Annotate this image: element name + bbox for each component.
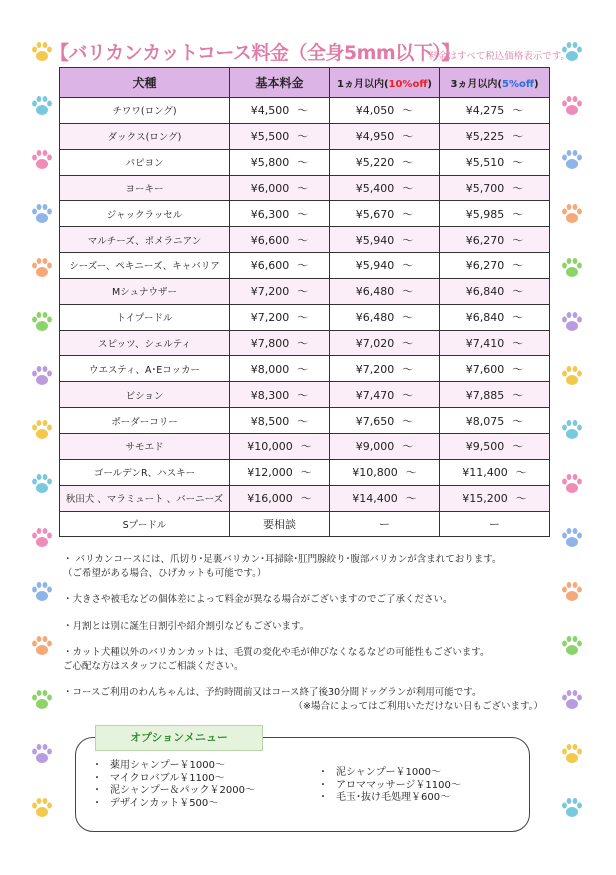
- option-item: ・ 薬用シャンプー￥1000～: [92, 760, 255, 773]
- table-row: [60, 330, 550, 356]
- tilde-mark: ～: [512, 207, 524, 221]
- price-3-months-cell: [440, 227, 550, 253]
- tax-note: 料金はすべて税込価格表示です。: [428, 51, 570, 62]
- paw-icon: [560, 580, 584, 604]
- base-price-cell: [230, 356, 330, 382]
- tilde-mark: ～: [402, 104, 414, 118]
- paw-icon: [560, 94, 584, 118]
- base-price-cell: [230, 304, 330, 330]
- breed-cell: ヨーキー: [60, 175, 230, 201]
- tilde-mark: ～: [512, 130, 524, 144]
- price-value: ¥5,220: [355, 156, 395, 170]
- price-value: ¥6,600: [250, 259, 290, 273]
- paw-icon: [30, 364, 54, 388]
- paw-icon: [560, 418, 584, 442]
- tilde-mark: ～: [402, 130, 414, 144]
- price-1-month-cell: [330, 485, 440, 511]
- paw-icon: [30, 742, 54, 766]
- price-value: ¥7,600: [465, 362, 505, 376]
- price-1-month-cell: [330, 304, 440, 330]
- option-item: ・ 泥シャンプー￥1000～: [318, 767, 461, 780]
- price-1-month-cell: [330, 459, 440, 485]
- paw-icon: [30, 472, 54, 496]
- price-3-months-cell: [440, 304, 550, 330]
- base-price-cell: [230, 408, 330, 434]
- breed-cell: マルチーズ、ポメラニアン: [60, 227, 230, 253]
- tilde-mark: ～: [512, 233, 524, 247]
- tilde-mark: ～: [515, 492, 527, 506]
- price-3-months-cell: [440, 201, 550, 227]
- breed-cell: ビション: [60, 382, 230, 408]
- discount-10-label: 10%off: [388, 79, 428, 90]
- tilde-mark: ～: [297, 181, 309, 195]
- price-3-months-cell: [440, 175, 550, 201]
- price-value: ¥9,500: [465, 440, 505, 454]
- price-value: ¥6,300: [250, 207, 290, 221]
- note-line: ・大きさや被毛などの個体差によって料金が異なる場合がございますのでご了承ください。: [63, 594, 453, 605]
- tilde-mark: ～: [297, 207, 309, 221]
- table-row: [60, 149, 550, 175]
- header-within-3-months: 3ヵ月以内(5%off): [440, 68, 550, 98]
- tilde-mark: ～: [402, 362, 414, 376]
- price-value: ¥6,480: [355, 285, 395, 299]
- price-value: ¥5,940: [355, 233, 395, 247]
- paw-icon: [560, 526, 584, 550]
- paw-icon: [30, 796, 54, 820]
- tilde-mark: ～: [405, 492, 417, 506]
- price-value: ¥5,985: [465, 207, 505, 221]
- breed-cell: パピヨン: [60, 149, 230, 175]
- breed-cell: ウエスティ、A･Eコッカー: [60, 356, 230, 382]
- price-3-months-cell: [440, 382, 550, 408]
- note-line: ・月割とは別に誕生日割引や紹介割引などもございます。: [63, 620, 310, 632]
- table-row: [60, 123, 550, 149]
- paw-icon: [30, 418, 54, 442]
- tilde-mark: ～: [512, 156, 524, 170]
- price-3-months-cell: [440, 356, 550, 382]
- breed-cell: ダックス(ロング): [60, 123, 230, 149]
- tilde-mark: ～: [297, 388, 309, 402]
- tilde-mark: ～: [402, 233, 414, 247]
- price-value: ¥9,000: [355, 440, 395, 454]
- tilde-mark: ～: [402, 181, 414, 195]
- paw-icon: [560, 202, 584, 226]
- tilde-mark: ～: [297, 130, 309, 144]
- paw-icon: [30, 634, 54, 658]
- paw-icon: [30, 94, 54, 118]
- price-3-months-cell: [440, 278, 550, 304]
- price-3-months-cell: [440, 485, 550, 511]
- tilde-mark: ～: [402, 259, 414, 273]
- tilde-mark: ～: [297, 156, 309, 170]
- price-value: ¥6,840: [465, 311, 505, 325]
- base-price-cell: [230, 201, 330, 227]
- tilde-mark: ～: [297, 414, 309, 428]
- option-menu-label: オプションメニュー: [95, 725, 263, 751]
- table-row: [60, 433, 550, 459]
- breed-cell: Mシュナウザー: [60, 278, 230, 304]
- paw-icon: [30, 148, 54, 172]
- price-value: ¥7,200: [355, 362, 395, 376]
- note-line: （※場合によってはご利用いただけない日もございます。）: [293, 700, 543, 712]
- tilde-mark: ～: [512, 311, 524, 325]
- base-price-cell: [230, 123, 330, 149]
- table-row: [60, 485, 550, 511]
- tilde-mark: ～: [297, 285, 309, 299]
- price-value: ¥7,470: [355, 388, 395, 402]
- paw-icon: [30, 688, 54, 712]
- tilde-mark: ～: [402, 207, 414, 221]
- breed-cell: ゴールデンR、ハスキー: [60, 459, 230, 485]
- table-row: [60, 356, 550, 382]
- price-value: ¥6,480: [355, 311, 395, 325]
- table-row: [60, 98, 550, 124]
- tilde-mark: ～: [515, 466, 527, 480]
- price-value: ¥7,800: [250, 337, 290, 351]
- breed-cell: サモエド: [60, 433, 230, 459]
- price-value: ¥7,200: [250, 311, 290, 325]
- price-value: ¥14,400: [352, 492, 398, 506]
- base-price-cell: [230, 227, 330, 253]
- price-1-month-cell: [330, 227, 440, 253]
- paw-icon: [560, 634, 584, 658]
- tilde-mark: ～: [402, 285, 414, 299]
- base-price-cell: [230, 330, 330, 356]
- paw-icon: [560, 742, 584, 766]
- table-row: [60, 278, 550, 304]
- breed-cell: Sプードル: [60, 511, 230, 537]
- price-value: ¥5,225: [465, 130, 505, 144]
- price-1-month-cell: [330, 356, 440, 382]
- tilde-mark: ～: [297, 259, 309, 273]
- price-1-month-cell: [330, 278, 440, 304]
- tilde-mark: ～: [512, 440, 524, 454]
- price-value: ¥5,510: [465, 156, 505, 170]
- paw-icon: [560, 364, 584, 388]
- table-row: [60, 408, 550, 434]
- price-value: ¥5,500: [250, 130, 290, 144]
- tilde-mark: ～: [297, 104, 309, 118]
- option-list-left: [92, 760, 255, 810]
- option-item: ・ デザインカット￥500～: [92, 798, 255, 811]
- price-value: ¥6,270: [465, 233, 505, 247]
- price-value: ¥7,200: [250, 285, 290, 299]
- paw-icon: [30, 310, 54, 334]
- base-price-cell: [230, 278, 330, 304]
- price-1-month-cell: [330, 408, 440, 434]
- table-row: [60, 201, 550, 227]
- tilde-mark: ～: [512, 388, 524, 402]
- discount-5-label: 5%off: [502, 79, 534, 90]
- option-list-right: [318, 767, 461, 805]
- price-3-months-cell: [440, 330, 550, 356]
- tilde-mark: ～: [402, 156, 414, 170]
- price-value: ¥10,000: [247, 440, 293, 454]
- base-price-cell: [230, 149, 330, 175]
- tilde-mark: ～: [512, 285, 524, 299]
- price-3-months-cell: [440, 408, 550, 434]
- price-1-month-cell: ー: [330, 511, 440, 537]
- tilde-mark: ～: [512, 362, 524, 376]
- paw-icon: [560, 472, 584, 496]
- price-value: ¥4,050: [355, 104, 395, 118]
- table-row: [60, 382, 550, 408]
- price-table-body: [60, 98, 550, 537]
- note-line: （ご希望がある場合、ひげカットも可能です。）: [63, 567, 267, 579]
- tilde-mark: ～: [512, 259, 524, 273]
- price-3-months-cell: ー: [440, 511, 550, 537]
- base-price-cell: [230, 382, 330, 408]
- paw-icon: [560, 256, 584, 280]
- price-1-month-cell: [330, 98, 440, 124]
- price-value: ¥16,000: [247, 492, 293, 506]
- price-value: ¥7,410: [465, 337, 505, 351]
- price-value: ¥5,400: [355, 181, 395, 195]
- base-price-cell: [230, 253, 330, 279]
- table-row: [60, 253, 550, 279]
- paw-icon: [560, 688, 584, 712]
- price-value: ¥8,500: [250, 414, 290, 428]
- price-1-month-cell: [330, 330, 440, 356]
- paw-icon: [30, 526, 54, 550]
- price-value: ¥5,700: [465, 181, 505, 195]
- price-value: ¥6,000: [250, 181, 290, 195]
- table-row: [60, 304, 550, 330]
- price-1-month-cell: [330, 253, 440, 279]
- price-value: ¥4,500: [250, 104, 290, 118]
- page-title: 【バリカンカットコース料金（全身5mm以下）】: [50, 42, 460, 64]
- price-value: ¥6,840: [465, 285, 505, 299]
- price-3-months-cell: [440, 433, 550, 459]
- price-1-month-cell: [330, 201, 440, 227]
- tilde-mark: ～: [512, 337, 524, 351]
- price-value: ¥10,800: [352, 466, 398, 480]
- note-line: ・ バリカンコースには、爪切り･足裏バリカン･耳掃除･肛門腺絞り･腹部バリカンが含まれております。: [63, 554, 502, 565]
- price-3-months-cell: [440, 98, 550, 124]
- table-header-row: [60, 68, 550, 98]
- price-value: ¥8,300: [250, 388, 290, 402]
- paw-icon: [30, 202, 54, 226]
- note-line: ご心配な方はスタッフにご相談ください。: [63, 660, 244, 672]
- price-1-month-cell: [330, 175, 440, 201]
- base-price-cell: [230, 175, 330, 201]
- tilde-mark: ～: [300, 466, 312, 480]
- tilde-mark: ～: [512, 414, 524, 428]
- price-value: ¥6,270: [465, 259, 505, 273]
- price-value: ¥7,885: [465, 388, 505, 402]
- price-value: ¥5,800: [250, 156, 290, 170]
- breed-cell: スピッツ、シェルティ: [60, 330, 230, 356]
- option-item: ・ 泥シャンプー＆パック￥2000～: [92, 785, 255, 798]
- price-value: ¥8,075: [465, 414, 505, 428]
- base-price-cell: 要相談: [230, 511, 330, 537]
- tilde-mark: ～: [402, 440, 414, 454]
- header-breed: 犬種: [60, 68, 230, 98]
- table-row: [60, 511, 550, 537]
- base-price-cell: [230, 485, 330, 511]
- option-item: ・ マイクロバブル￥1100～: [92, 773, 255, 786]
- paw-icon: [30, 256, 54, 280]
- paw-icon: [560, 796, 584, 820]
- price-value: ¥4,275: [465, 104, 505, 118]
- price-value: ¥11,400: [462, 466, 508, 480]
- tilde-mark: ～: [297, 233, 309, 247]
- base-price-cell: [230, 433, 330, 459]
- breed-cell: 秋田犬 、マラミュート 、バーニーズ: [60, 485, 230, 511]
- breed-cell: ジャックラッセル: [60, 201, 230, 227]
- tilde-mark: ～: [402, 388, 414, 402]
- breed-cell: シーズー、ペキニーズ、キャバリア: [60, 253, 230, 279]
- price-3-months-cell: [440, 253, 550, 279]
- tilde-mark: ～: [297, 311, 309, 325]
- tilde-mark: ～: [300, 440, 312, 454]
- price-value: ¥6,600: [250, 233, 290, 247]
- paw-icon: [560, 310, 584, 334]
- price-3-months-cell: [440, 123, 550, 149]
- base-price-cell: [230, 98, 330, 124]
- price-1-month-cell: [330, 382, 440, 408]
- option-item: ・ アロママッサージ￥1100～: [318, 780, 461, 793]
- breed-cell: ボーダーコリー: [60, 408, 230, 434]
- note-line: ・カット犬種以外のバリカンカットは、毛質の変化や毛が伸びなくなるなどの可能性もございます。: [63, 647, 490, 658]
- table-row: [60, 175, 550, 201]
- price-value: ¥5,940: [355, 259, 395, 273]
- notes-section: [63, 553, 543, 713]
- price-1-month-cell: [330, 433, 440, 459]
- price-value: ¥8,000: [250, 362, 290, 376]
- tilde-mark: ～: [512, 181, 524, 195]
- price-1-month-cell: [330, 149, 440, 175]
- tilde-mark: ～: [405, 466, 417, 480]
- option-item: ・ 毛玉･抜け毛処理￥600～: [318, 792, 461, 805]
- table-row: [60, 459, 550, 485]
- paw-icon: [30, 580, 54, 604]
- price-value: ¥5,670: [355, 207, 395, 221]
- price-3-months-cell: [440, 459, 550, 485]
- price-value: ¥4,950: [355, 130, 395, 144]
- price-value: ¥7,650: [355, 414, 395, 428]
- tilde-mark: ～: [402, 337, 414, 351]
- title-area: [50, 38, 570, 64]
- price-table: [59, 67, 550, 537]
- paw-icon: [560, 148, 584, 172]
- price-1-month-cell: [330, 123, 440, 149]
- note-line: ・コースご利用のわんちゃんは、予約時間前又はコース終了後30分間ドッグランが利用可能です。: [63, 687, 482, 698]
- header-within-1-month: 1ヵ月以内(10%off): [330, 68, 440, 98]
- price-value: ¥7,020: [355, 337, 395, 351]
- tilde-mark: ～: [402, 311, 414, 325]
- base-price-cell: [230, 459, 330, 485]
- header-base-price: 基本料金: [230, 68, 330, 98]
- tilde-mark: ～: [300, 492, 312, 506]
- tilde-mark: ～: [512, 104, 524, 118]
- table-row: [60, 227, 550, 253]
- tilde-mark: ～: [402, 414, 414, 428]
- tilde-mark: ～: [297, 362, 309, 376]
- price-value: ¥15,200: [462, 492, 508, 506]
- price-value: ¥12,000: [247, 466, 293, 480]
- breed-cell: チワワ(ロング): [60, 98, 230, 124]
- tilde-mark: ～: [297, 337, 309, 351]
- price-3-months-cell: [440, 149, 550, 175]
- breed-cell: トイプードル: [60, 304, 230, 330]
